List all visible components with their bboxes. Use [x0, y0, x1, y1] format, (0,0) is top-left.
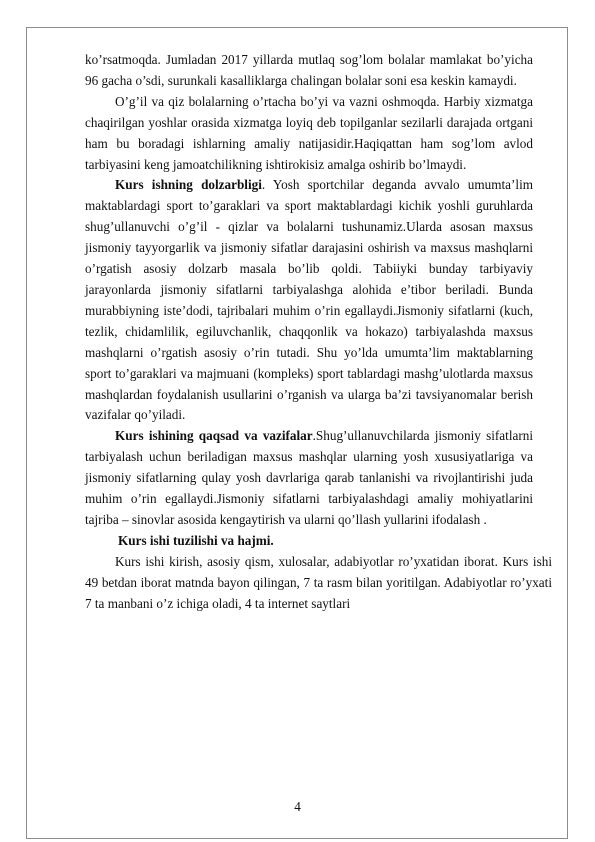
paragraph-3 [85, 175, 533, 426]
paragraph-6: Kurs ishi kirish, asosiy qism, xulosalar, adabiyotlar ro’yxatidan iborat. Kurs ishi 49 betdan iborat matnda bayon qilingan, 7 ta rasm bilan yoritilgan. Adabiyotlar ro’yxati 7 ta manbani o’z ichiga oladi, 4 ta internet saytlari [85, 553, 552, 611]
goals-text: .Shug’ullanuvchilarda jismoniy sifatlarni tarbiyalash uchun beriladigan maxsus mashqlar ularning yosh xususiyatlariga va jismoniy sifatlarning qulay yosh davrlariga qarab tanlanishi va rivojlantirishi juda muhim o’rin egallaydi.Jismoniy sifatlarni tarbiyalashdagi amaliy mohiyatlarini tajriba – sinovlar asosida kengaytirish va ularni qo’llash yullarini ifodalash . [85, 428, 533, 527]
paragraph-1: ko’rsatmoqda. Jumladan 2017 yillarda mutlaq sog’lom bolalar mamlakat bo’yicha 96 gacha o’sdi, surunkali kasalliklarga chalingan bolalar soni esa keskin kamaydi. [85, 52, 533, 88]
relevance-heading: Kurs ishning dolzarbligi [115, 177, 262, 193]
document-body [85, 50, 552, 614]
relevance-text: . Yosh sportchilar deganda avvalo umumta’lim maktablardagi sport to’garaklari va sport maktablardagi kichik yoshli guruhlarda shug’ullanuvchi o’g’il - qizlar va bolalarni tushunamiz.Ularda asosan maxsus jismoniy tayyorgarlik va jismoniy sifatlar darajasini oshirish va maxsus mashqlarni o’rgatish asosiy dolzarb masala bo’lib qoldi. Tabiiyki bunday tarbiyaviy jarayonlarda jismoniy sifatlarni tarbiyalashga alohida e’tibor beriladi. Bunda murabbiyning iste’dodi, tajribalari muhim o’rin egallaydi.Jismoniy sifatlarni (kuch, tezlik, chidamlilik, egiluvchanlik, chaqqonlik va hokazo) tarbiyalashda maxsus mashqlarni o’rgatish asosiy o’rin tutadi. Shu yo’lda umumta’lim maktablarning sport to’garaklari va majmuani (kompleks) sport tablardagi mashg’ulotlarda maxsus mashqlardan foydalanish usullarini o’rganish va ularga ba’zi tavsiyanomalar berish vazifalar qo’yiladi. [85, 177, 533, 423]
structure-heading: Kurs ishi tuzilishi va hajmi. [118, 532, 274, 548]
paragraph-2: O’g’il va qiz bolalarning o’rtacha bo’yi va vazni oshmoqda. Harbiy xizmatga chaqirilgan yoshlar orasida xizmatga loyiq deb topilganlar sezilarli darajada ortgani ham bu boradagi ishlarning amaliy natijasidir.Haqiqattan ham sog’lom avlod tarbiyasini keng jamoatchilikning ishtirokisiz amalga oshirib bo’lmaydi. [85, 93, 533, 172]
goals-heading: Kurs ishining qaqsad va vazifalar [115, 428, 313, 444]
page-number: 4 [294, 799, 301, 814]
paragraph-4 [85, 426, 533, 531]
